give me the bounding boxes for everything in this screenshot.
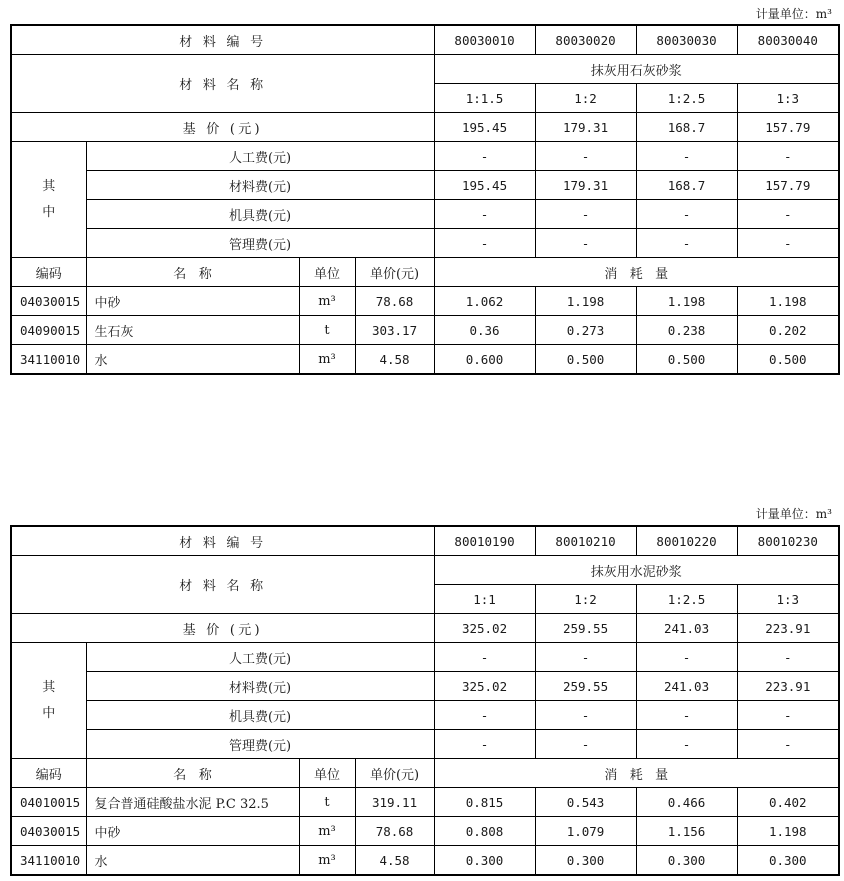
cost-value: - (434, 200, 535, 229)
quota-table-lime-mortar (10, 24, 840, 375)
consumption-value: 1.198 (737, 817, 839, 846)
qizhong-label: 其 中 (11, 142, 86, 258)
mix-ratio: 1:2 (535, 585, 636, 614)
item-name: 水 (86, 846, 299, 876)
cost-row-label: 材料费(元) (86, 672, 434, 701)
consumption-value: 0.36 (434, 316, 535, 345)
material-code: 80030010 (434, 25, 535, 55)
base-price: 223.91 (737, 614, 839, 643)
consumption-value: 1.079 (535, 817, 636, 846)
item-price: 303.17 (355, 316, 434, 345)
cost-row-label: 人工费(元) (86, 142, 434, 171)
col-header-name: 名 称 (86, 759, 299, 788)
cost-row-label: 机具费(元) (86, 701, 434, 730)
consumption-value: 0.543 (535, 788, 636, 817)
material-code: 80010230 (737, 526, 839, 556)
material-group-name: 抹灰用水泥砂浆 (434, 556, 839, 585)
item-unit: m³ (299, 287, 355, 316)
consumption-value: 1.198 (737, 287, 839, 316)
item-code: 04010015 (11, 788, 86, 817)
consumption-value: 1.156 (636, 817, 737, 846)
item-name: 中砂 (86, 287, 299, 316)
consumption-value: 0.300 (737, 846, 839, 876)
cost-value: 179.31 (535, 171, 636, 200)
mix-ratio: 1:3 (737, 84, 839, 113)
consumption-value: 0.273 (535, 316, 636, 345)
item-name: 复合普通硅酸盐水泥 P.C 32.5 (86, 788, 299, 817)
item-name: 生石灰 (86, 316, 299, 345)
consumption-value: 0.500 (636, 345, 737, 375)
cost-value: - (535, 200, 636, 229)
consumption-value: 0.815 (434, 788, 535, 817)
cost-row-label: 管理费(元) (86, 229, 434, 258)
cost-value: - (434, 730, 535, 759)
cost-value: - (535, 730, 636, 759)
col-header-name: 名 称 (86, 258, 299, 287)
quota-table-cement-mortar (10, 525, 840, 876)
table-row (11, 316, 839, 345)
item-code: 04090015 (11, 316, 86, 345)
base-price: 179.31 (535, 113, 636, 142)
consumption-value: 0.500 (535, 345, 636, 375)
item-unit: m³ (299, 817, 355, 846)
consumption-value: 0.402 (737, 788, 839, 817)
cost-value: - (737, 200, 839, 229)
mix-ratio: 1:3 (737, 585, 839, 614)
consumption-value: 1.198 (535, 287, 636, 316)
material-code: 80030040 (737, 25, 839, 55)
col-header-unit: 单位 (299, 258, 355, 287)
col-header-consumption: 消 耗 量 (434, 258, 839, 287)
base-price: 241.03 (636, 614, 737, 643)
table-row (11, 287, 839, 316)
consumption-value: 0.202 (737, 316, 839, 345)
consumption-value: 0.300 (636, 846, 737, 876)
item-unit: t (299, 316, 355, 345)
col-header-unit: 单位 (299, 759, 355, 788)
base-price-label: 基 价 (元) (11, 614, 434, 643)
col-header-code: 编码 (11, 759, 86, 788)
mix-ratio: 1:2.5 (636, 585, 737, 614)
item-code: 04030015 (11, 287, 86, 316)
cost-value: 241.03 (636, 672, 737, 701)
table-row (11, 788, 839, 817)
base-price: 259.55 (535, 614, 636, 643)
mix-ratio: 1:2.5 (636, 84, 737, 113)
item-price: 78.68 (355, 287, 434, 316)
cost-value: 223.91 (737, 672, 839, 701)
consumption-value: 1.062 (434, 287, 535, 316)
cost-value: - (737, 142, 839, 171)
cost-value: 325.02 (434, 672, 535, 701)
consumption-value: 1.198 (636, 287, 737, 316)
material-code-header: 材 料 编 号 (11, 25, 434, 55)
material-code-header: 材 料 编 号 (11, 526, 434, 556)
mix-ratio: 1:1.5 (434, 84, 535, 113)
cost-value: - (636, 200, 737, 229)
material-name-header: 材 料 名 称 (11, 55, 434, 113)
cost-value: 195.45 (434, 171, 535, 200)
unit-label: 计量单位：m³ (755, 7, 832, 21)
item-code: 34110010 (11, 846, 86, 876)
table-row (11, 846, 839, 876)
cost-row-label: 管理费(元) (86, 730, 434, 759)
mix-ratio: 1:2 (535, 84, 636, 113)
material-code: 80030030 (636, 25, 737, 55)
material-code: 80010210 (535, 526, 636, 556)
col-header-price: 单价(元) (355, 258, 434, 287)
cost-value: - (737, 730, 839, 759)
item-unit: t (299, 788, 355, 817)
cost-row-label: 材料费(元) (86, 171, 434, 200)
cost-value: 259.55 (535, 672, 636, 701)
item-name: 中砂 (86, 817, 299, 846)
material-code: 80010190 (434, 526, 535, 556)
item-name: 水 (86, 345, 299, 375)
col-header-price: 单价(元) (355, 759, 434, 788)
material-code: 80030020 (535, 25, 636, 55)
cost-value: - (535, 643, 636, 672)
item-price: 4.58 (355, 846, 434, 876)
col-header-code: 编码 (11, 258, 86, 287)
consumption-value: 0.300 (434, 846, 535, 876)
cost-value: - (434, 229, 535, 258)
item-code: 34110010 (11, 345, 86, 375)
material-code: 80010220 (636, 526, 737, 556)
item-price: 4.58 (355, 345, 434, 375)
cost-value: 157.79 (737, 171, 839, 200)
consumption-value: 0.600 (434, 345, 535, 375)
cost-value: - (434, 701, 535, 730)
qizhong-label: 其 中 (11, 643, 86, 759)
item-code: 04030015 (11, 817, 86, 846)
cost-value: - (636, 701, 737, 730)
item-unit: m³ (299, 846, 355, 876)
item-unit: m³ (299, 345, 355, 375)
col-header-consumption: 消 耗 量 (434, 759, 839, 788)
base-price: 195.45 (434, 113, 535, 142)
base-price: 157.79 (737, 113, 839, 142)
cost-row-label: 机具费(元) (86, 200, 434, 229)
consumption-value: 0.466 (636, 788, 737, 817)
unit-label: 计量单位：m³ (755, 507, 832, 521)
base-price: 325.02 (434, 614, 535, 643)
cost-value: - (737, 701, 839, 730)
cost-value: - (636, 643, 737, 672)
table-row (11, 345, 839, 375)
cost-value: - (434, 643, 535, 672)
consumption-value: 0.500 (737, 345, 839, 375)
cost-value: 168.7 (636, 171, 737, 200)
cost-value: - (636, 730, 737, 759)
table-row (11, 817, 839, 846)
base-price: 168.7 (636, 113, 737, 142)
cost-value: - (434, 142, 535, 171)
cost-row-label: 人工费(元) (86, 643, 434, 672)
material-group-name: 抹灰用石灰砂浆 (434, 55, 839, 84)
item-price: 319.11 (355, 788, 434, 817)
mix-ratio: 1:1 (434, 585, 535, 614)
cost-value: - (636, 229, 737, 258)
cost-value: - (535, 701, 636, 730)
consumption-value: 0.238 (636, 316, 737, 345)
item-price: 78.68 (355, 817, 434, 846)
material-name-header: 材 料 名 称 (11, 556, 434, 614)
base-price-label: 基 价 (元) (11, 113, 434, 142)
cost-value: - (535, 142, 636, 171)
cost-value: - (737, 643, 839, 672)
cost-value: - (535, 229, 636, 258)
cost-value: - (636, 142, 737, 171)
consumption-value: 0.808 (434, 817, 535, 846)
cost-value: - (737, 229, 839, 258)
consumption-value: 0.300 (535, 846, 636, 876)
